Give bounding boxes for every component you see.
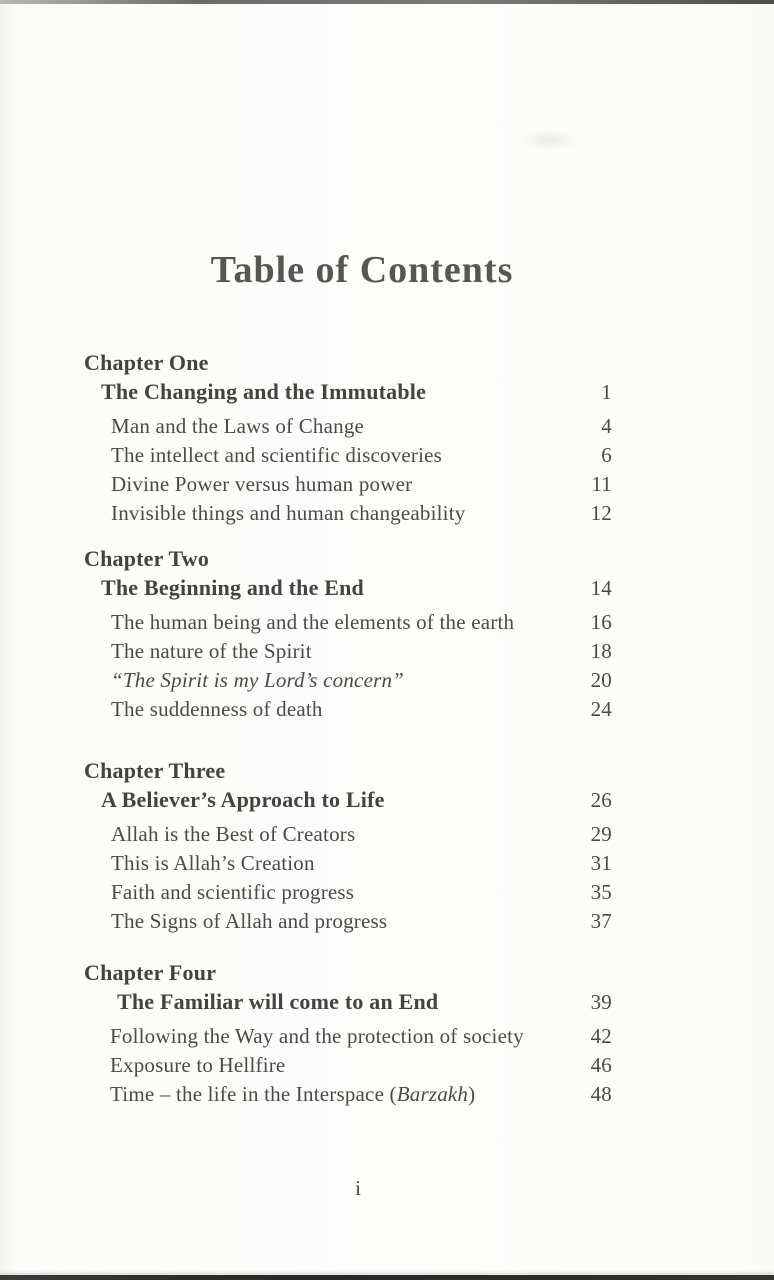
scan-edge-top bbox=[0, 0, 774, 4]
toc-entry-page: 20 bbox=[590, 668, 612, 692]
toc-entry bbox=[111, 907, 612, 936]
toc-entry-label-suffix: ) bbox=[468, 1082, 476, 1106]
toc-entry bbox=[111, 441, 612, 470]
toc-entry-page: 37 bbox=[590, 909, 612, 933]
chapter-heading: Chapter One bbox=[84, 350, 209, 375]
toc-entry-page: 11 bbox=[591, 472, 612, 496]
chapter-title-row bbox=[84, 573, 612, 603]
toc-entry-quote bbox=[111, 666, 612, 695]
toc-entry bbox=[111, 412, 612, 441]
toc-entry-page: 4 bbox=[601, 414, 612, 438]
chapter-heading: Chapter Two bbox=[84, 546, 210, 571]
toc-entry-page: 42 bbox=[590, 1024, 612, 1048]
toc-entry-label: Exposure to Hellfire bbox=[110, 1053, 286, 1077]
toc-entry-label bbox=[110, 1080, 570, 1109]
chapter-section-four bbox=[84, 958, 612, 1109]
chapter-title: The Familiar will come to an End bbox=[117, 989, 439, 1014]
toc-entry-label: The Signs of Allah and progress bbox=[111, 909, 388, 933]
table-of-contents bbox=[84, 348, 612, 1109]
scan-edge-bottom bbox=[0, 1275, 774, 1280]
toc-entry-page: 46 bbox=[590, 1053, 612, 1077]
chapter-section-one bbox=[84, 348, 612, 528]
toc-entry-label-italic: Barzakh bbox=[396, 1082, 469, 1106]
chapter-title-page: 39 bbox=[590, 990, 612, 1014]
chapter-title: The Beginning and the End bbox=[101, 575, 364, 600]
chapter-title: The Changing and the Immutable bbox=[101, 379, 427, 404]
chapter-heading: Chapter Three bbox=[84, 758, 226, 783]
toc-entry-page: 31 bbox=[590, 851, 612, 875]
chapter-title-row bbox=[84, 987, 612, 1017]
toc-entry bbox=[111, 470, 612, 499]
toc-entry bbox=[110, 1051, 612, 1080]
toc-entry-page: 12 bbox=[590, 501, 612, 525]
toc-entry-label: This is Allah’s Creation bbox=[111, 851, 315, 875]
folio-page-number: i bbox=[355, 1176, 361, 1200]
chapter-items bbox=[84, 820, 612, 936]
toc-entry bbox=[111, 849, 612, 878]
toc-entry-page: 29 bbox=[590, 822, 612, 846]
chapter-items bbox=[84, 608, 612, 724]
toc-entry bbox=[111, 608, 612, 637]
toc-entry-label: The nature of the Spirit bbox=[111, 639, 312, 663]
toc-entry-label: Allah is the Best of Creators bbox=[111, 822, 356, 846]
toc-entry-page: 6 bbox=[601, 443, 612, 467]
toc-entry-page: 35 bbox=[590, 880, 612, 904]
chapter-section-three bbox=[84, 756, 612, 936]
chapter-title-page: 1 bbox=[601, 380, 612, 404]
chapter-heading: Chapter Four bbox=[84, 960, 217, 985]
toc-entry-page: 24 bbox=[590, 697, 612, 721]
chapter-section-two bbox=[84, 544, 612, 724]
toc-entry bbox=[110, 1022, 612, 1051]
toc-entry-label: The human being and the elements of the earth bbox=[111, 610, 515, 634]
page-title: Table of Contents bbox=[210, 249, 514, 291]
toc-entry bbox=[111, 878, 612, 907]
toc-entry-label: The intellect and scientific discoveries bbox=[111, 443, 443, 467]
toc-entry-label-prefix: Time – the life in the Interspace ( bbox=[110, 1082, 397, 1106]
toc-entry bbox=[111, 499, 612, 528]
toc-entry-label: Divine Power versus human power bbox=[111, 472, 413, 496]
chapter-title-row bbox=[84, 785, 612, 815]
toc-entry-label: Invisible things and human changeability bbox=[111, 501, 466, 525]
toc-entry-page: 18 bbox=[590, 639, 612, 663]
toc-entry-label: “The Spirit is my Lord’s concern” bbox=[111, 668, 405, 692]
chapter-items bbox=[84, 412, 612, 528]
toc-entry-label: Faith and scientific progress bbox=[111, 880, 355, 904]
chapter-title-row bbox=[84, 377, 612, 407]
toc-entry-label: The suddenness of death bbox=[111, 697, 323, 721]
chapter-items bbox=[84, 1022, 612, 1109]
toc-entry bbox=[111, 695, 612, 724]
toc-entry-page: 48 bbox=[590, 1082, 612, 1106]
toc-entry-label: Man and the Laws of Change bbox=[111, 414, 365, 438]
chapter-title: A Believer’s Approach to Life bbox=[101, 787, 385, 812]
toc-entry-page: 16 bbox=[590, 610, 612, 634]
toc-entry bbox=[111, 820, 612, 849]
chapter-title-page: 14 bbox=[590, 576, 612, 600]
toc-entry-label: Following the Way and the protection of society bbox=[110, 1024, 524, 1048]
toc-entry bbox=[111, 637, 612, 666]
chapter-title-page: 26 bbox=[590, 788, 612, 812]
scan-smudge bbox=[520, 128, 580, 152]
toc-entry-barzakh bbox=[110, 1080, 612, 1109]
